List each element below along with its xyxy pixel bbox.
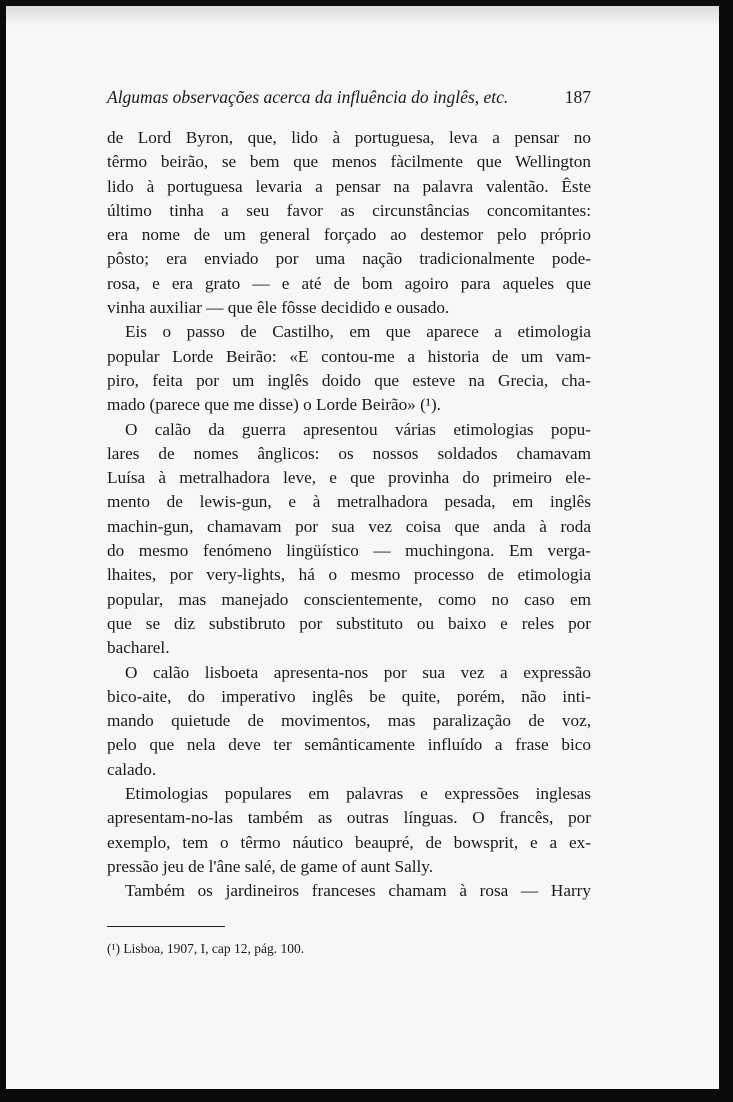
body-text xyxy=(107,126,591,904)
text-line: do mesmo fenómeno lingüístico — muchingona. Em verga- xyxy=(107,541,591,561)
text-line: último tinha a seu favor as circunstâncias concomitantes: xyxy=(107,200,591,220)
text-line: Etimologias populares em palavras e expressões inglesas xyxy=(125,784,591,804)
text-line: Também os jardineiros franceses chamam à rosa — Harry xyxy=(125,881,591,901)
text-line: Eis o passo de Castilho, em que aparece a etimologia xyxy=(125,322,591,342)
text-line: piro, feita por um inglês doido que esteve na Grecia, cha- xyxy=(107,370,591,390)
text-line: bico-aite, do imperativo inglês be quite, porém, não inti- xyxy=(107,686,591,706)
book-page xyxy=(6,6,719,1089)
text-line: lhaites, por very-lights, há o mesmo processo de etimologia xyxy=(107,565,591,585)
text-line: mento de lewis-gun, e à metralhadora pesada, em inglês xyxy=(107,492,591,512)
footnote-divider xyxy=(107,926,225,927)
text-line: vinha auxiliar — que êle fôsse decidido e ousado. xyxy=(107,298,450,318)
header-title: Algumas observações acerca da influência do inglês, etc. xyxy=(107,87,509,107)
text-line: mando quietude de movimentos, mas paralização de voz, xyxy=(107,711,591,731)
text-line: O calão lisboeta apresenta-nos por sua vez a expressão xyxy=(125,662,591,682)
text-line: bacharel. xyxy=(107,638,170,658)
text-line: mado (parece que me disse) o Lorde Beirão» (¹). xyxy=(107,395,441,415)
text-line: exemplo, tem o têrmo náutico beaupré, de bowsprit, e a ex- xyxy=(107,832,591,852)
text-line: de Lord Byron, que, lido à portuguesa, leva a pensar no xyxy=(107,128,591,147)
text-line: O calão da guerra apresentou várias etimologias popu- xyxy=(125,419,591,439)
text-line: pôsto; era enviado por uma nação tradicionalmente pode- xyxy=(107,249,591,269)
running-header xyxy=(107,86,591,126)
text-line: Luísa à metralhadora leve, e que provinha do primeiro ele- xyxy=(107,468,591,488)
page-text xyxy=(107,86,591,958)
text-line: calado. xyxy=(107,759,157,779)
text-line: rosa, e era grato — e até de bom agoiro para aqueles que xyxy=(107,273,591,293)
text-line: que se diz substibruto por substituto ou baixo e reles por xyxy=(107,613,591,633)
text-line: era nome de um general forçado ao destemor pelo próprio xyxy=(107,225,591,245)
text-line: têrmo beirão, se bem que menos fàcilmente que Wellington xyxy=(107,152,591,172)
text-line: apresentam-no-las também as outras línguas. O francês, por xyxy=(107,808,591,828)
page-number: 187 xyxy=(564,87,591,107)
text-line: popular Lorde Beirão: «E contou-me a historia de um vam- xyxy=(107,346,591,366)
text-line: pelo que nela deve ter semânticamente influído a frase bico xyxy=(107,735,591,755)
footnote: (¹) Lisboa, 1907, I, cap 12, pág. 100. xyxy=(107,940,305,956)
text-line: machin-gun, chamavam por sua vez coisa que anda à roda xyxy=(107,516,591,536)
text-line: pressão jeu de l'âne salé, de game of aunt Sally. xyxy=(107,856,434,876)
text-line: popular, mas manejado conscientemente, como no caso em xyxy=(107,589,591,609)
text-line: lido à portuguesa levaria a pensar na palavra valentão. Êste xyxy=(107,176,591,196)
text-line: lares de nomes ânglicos: os nossos soldados chamavam xyxy=(107,443,591,463)
